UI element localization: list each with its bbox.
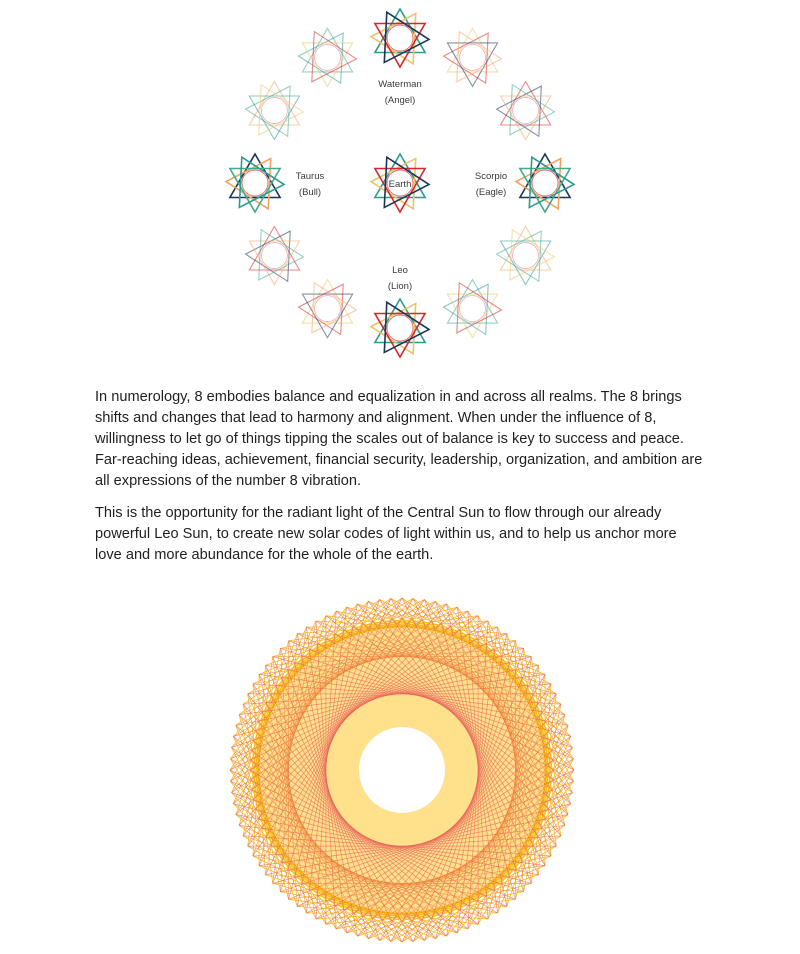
zodiac-star bbox=[226, 154, 284, 212]
star-inner-ring bbox=[513, 243, 539, 269]
star-inner-ring bbox=[261, 98, 287, 124]
zodiac-star bbox=[299, 28, 357, 86]
sun-center-hole bbox=[359, 727, 445, 813]
star-inner-ring bbox=[242, 170, 268, 196]
zodiac-star bbox=[516, 154, 574, 212]
zodiac-star bbox=[497, 82, 555, 140]
sun-mandala bbox=[222, 590, 582, 950]
right-label-line2: (Eagle) bbox=[475, 187, 507, 198]
zodiac-star bbox=[444, 280, 502, 338]
top-label-line1: Waterman bbox=[378, 79, 422, 90]
star-inner-ring bbox=[261, 243, 287, 269]
star-inner-ring bbox=[387, 25, 413, 51]
star-inner-ring bbox=[315, 44, 341, 70]
bottom-label-line2: (Lion) bbox=[387, 281, 413, 292]
paragraph-numerology: In numerology, 8 embodies balance and equalization in and across all realms. The 8 brings shifts and changes that lead to harmony and alignment. When under the influence of 8, willingness to let go of things tipping the scales out of balance is key to success and peace. Far-reaching ideas, achievement, financial security, leadership, organization, and ambition are all expressions of the number 8 vibration. bbox=[95, 389, 703, 489]
zodiac-star bbox=[371, 299, 429, 357]
center-label: Earth bbox=[388, 179, 412, 190]
zodiac-star bbox=[371, 9, 429, 67]
bottom-label-line1: Leo bbox=[392, 265, 408, 276]
star-inner-ring bbox=[315, 296, 341, 322]
star-inner-ring bbox=[387, 315, 413, 341]
right-label-line1: Scorpio bbox=[474, 171, 508, 182]
paragraph-central-sun: This is the opportunity for the radiant light of the Central Sun to flow through our already powerful Leo Sun, to create new solar codes of light within us, and to help us anchor more love and more abundance for the whole of the earth. bbox=[95, 505, 677, 563]
star-inner-ring bbox=[513, 98, 539, 124]
zodiac-star bbox=[444, 28, 502, 86]
top-label-line2: (Angel) bbox=[384, 95, 416, 106]
body-text bbox=[95, 387, 705, 577]
zodiac-star-diagram bbox=[0, 0, 800, 360]
left-label-line2: (Bull) bbox=[298, 187, 322, 198]
zodiac-star bbox=[299, 280, 357, 338]
star-inner-ring bbox=[532, 170, 558, 196]
zodiac-star bbox=[246, 82, 304, 140]
zodiac-star bbox=[246, 227, 304, 285]
left-label-line1: Taurus bbox=[295, 171, 325, 182]
zodiac-star bbox=[497, 227, 555, 285]
star-inner-ring bbox=[460, 296, 486, 322]
star-inner-ring bbox=[460, 44, 486, 70]
